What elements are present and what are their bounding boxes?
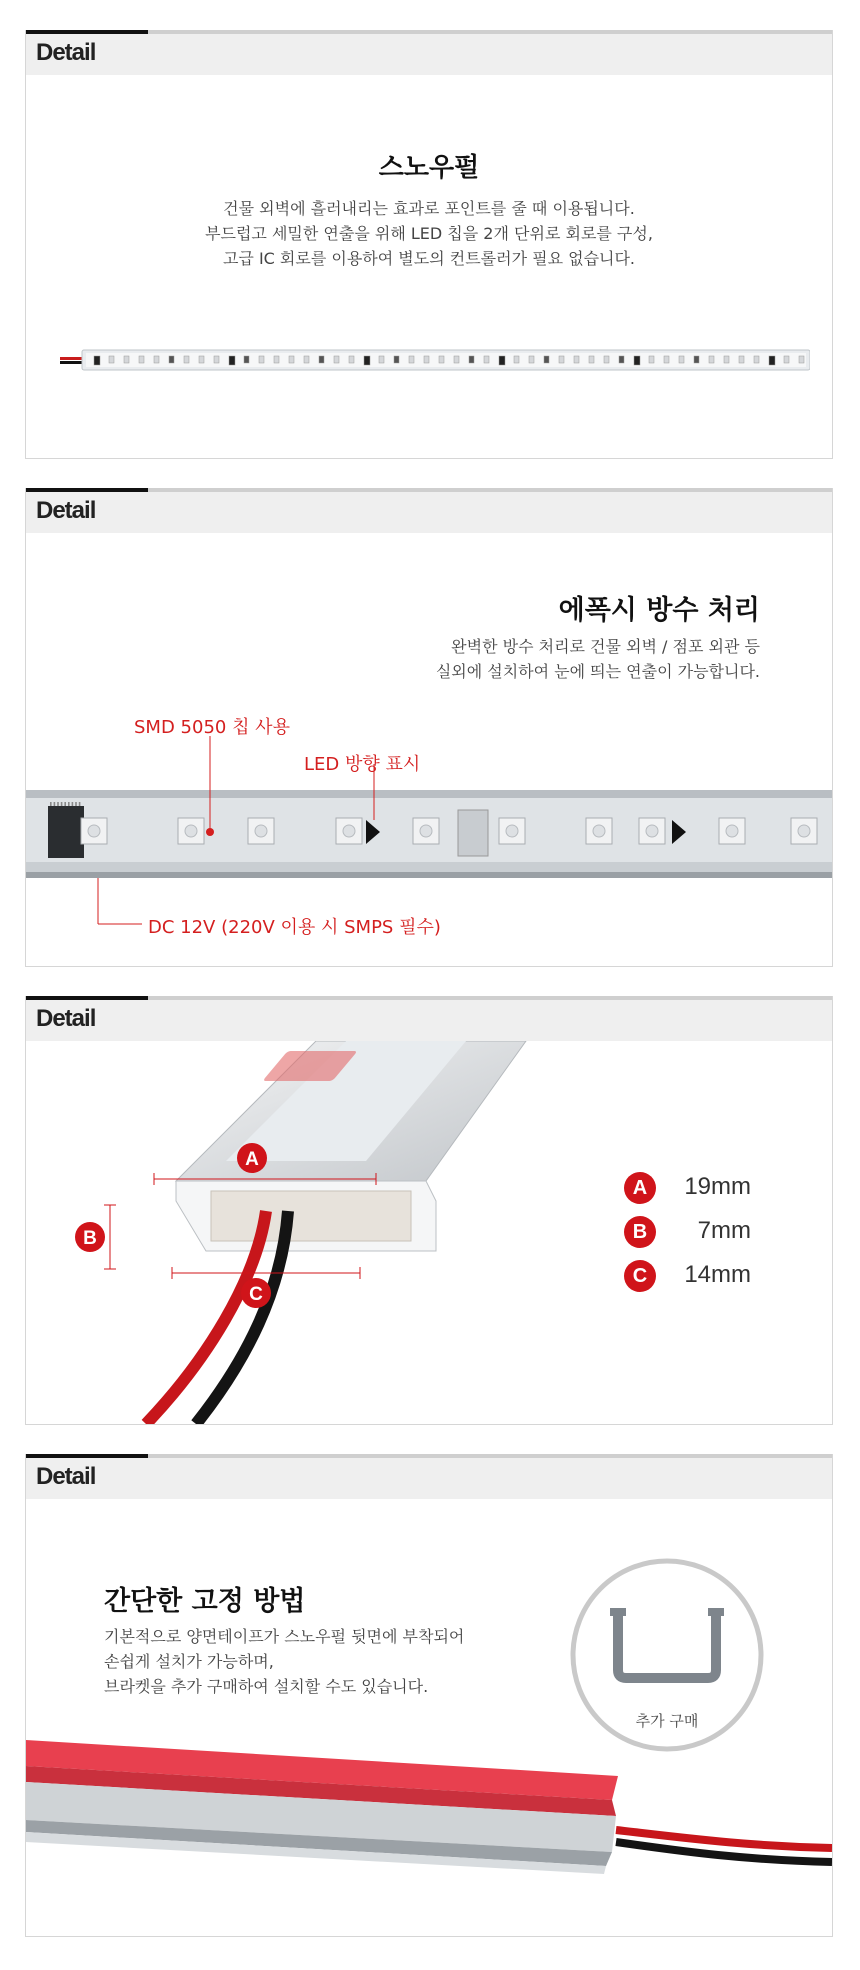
led-direction-callout: LED 방향 표시	[304, 754, 421, 775]
ic-pin	[61, 802, 63, 806]
ic-pin	[54, 802, 56, 806]
led-chip	[739, 356, 744, 363]
spec-badge: A	[624, 1172, 656, 1204]
led-chip	[454, 356, 459, 363]
ic-pin	[64, 802, 66, 806]
led-chip	[529, 356, 534, 363]
led-lens	[88, 825, 100, 837]
section-title: Detail	[36, 1463, 96, 1490]
led-chip	[799, 356, 804, 363]
header-rule	[148, 488, 832, 492]
led-chip	[544, 356, 549, 363]
description-line: 기본적으로 양면테이프가 스노우펄 뒷면에 부착되어	[104, 1627, 465, 1646]
led-chip	[394, 356, 399, 363]
led-chip	[214, 356, 219, 363]
spec-badge: C	[624, 1260, 656, 1292]
led-chip	[109, 356, 114, 363]
led-strip-closeup-image	[26, 790, 832, 898]
section-title: Detail	[36, 39, 96, 66]
led-chip	[289, 356, 294, 363]
led-chip	[349, 356, 354, 363]
led-chip	[94, 356, 100, 365]
tape-backed-strip-photo	[26, 1702, 832, 1936]
led-chip	[514, 356, 519, 363]
led-chip	[244, 356, 249, 363]
led-lens	[185, 825, 197, 837]
header-rule	[148, 1454, 832, 1458]
led-lens	[506, 825, 518, 837]
ic-pin	[50, 802, 52, 806]
led-chip	[259, 356, 264, 363]
waterproof-heading: 에폭시 방수 처리	[558, 595, 760, 626]
led-chip	[754, 356, 759, 363]
description-line: 부드럽고 세밀한 연출을 위해 LED 칩을 2개 단위로 회로를 구성,	[205, 224, 653, 243]
dimension-c-marker: C	[249, 1284, 263, 1305]
ic-pin	[68, 802, 70, 806]
led-chip	[124, 356, 129, 363]
ic-pin	[57, 802, 59, 806]
smd-callout-pointer	[196, 736, 226, 796]
header-accent-bar	[26, 1454, 148, 1458]
waterproof-description	[436, 634, 760, 684]
led-chip	[304, 356, 309, 363]
header-accent-bar	[26, 996, 148, 1000]
led-chip	[274, 356, 279, 363]
smd-chip-callout: SMD 5050 칩 사용	[134, 717, 290, 738]
description-line: 완벽한 방수 처리로 건물 외벽 / 점포 외관 등	[451, 637, 760, 656]
spec-badge: B	[624, 1216, 656, 1248]
led-strip-image	[60, 348, 810, 372]
section-title: Detail	[36, 497, 96, 524]
header-accent-bar	[26, 488, 148, 492]
led-chip	[664, 356, 669, 363]
spec-value: 19mm	[684, 1173, 751, 1200]
led-lens	[726, 825, 738, 837]
led-chip	[559, 356, 564, 363]
spec-value: 7mm	[697, 1217, 751, 1244]
header-accent-bar	[26, 30, 148, 34]
led-chip	[589, 356, 594, 363]
profile-dimension-photo	[26, 1041, 586, 1424]
led-chip	[709, 356, 714, 363]
led-chip	[769, 356, 775, 365]
detail-section-snowfall	[25, 30, 833, 459]
led-chip	[619, 356, 624, 363]
led-chip	[649, 356, 654, 363]
led-chip	[364, 356, 370, 365]
power-requirement-callout: DC 12V (220V 이용 시 SMPS 필수)	[148, 917, 441, 938]
power-callout-pointer	[26, 898, 146, 938]
description-line: 건물 외벽에 흘러내리는 효과로 포인트를 줄 때 이용됩니다.	[223, 199, 635, 218]
led-chip	[139, 356, 144, 363]
spec-value: 14mm	[684, 1261, 751, 1288]
led-lens	[798, 825, 810, 837]
led-chip	[424, 356, 429, 363]
led-chip	[604, 356, 609, 363]
led-chip	[229, 356, 235, 365]
header-rule	[148, 996, 832, 1000]
led-lens	[343, 825, 355, 837]
ic-pin	[79, 802, 81, 806]
led-chip	[169, 356, 174, 363]
detail-section-dimensions	[25, 996, 833, 1425]
ic-pin	[75, 802, 77, 806]
led-lens	[420, 825, 432, 837]
ic-pin	[72, 802, 74, 806]
detail-section-waterproof	[25, 488, 833, 967]
dimension-a-marker: A	[245, 1149, 259, 1170]
led-chip	[694, 356, 699, 363]
led-chip	[379, 356, 384, 363]
led-chip	[439, 356, 444, 363]
led-chip	[724, 356, 729, 363]
led-lens	[593, 825, 605, 837]
mounting-description	[104, 1624, 464, 1699]
product-name-heading: 스노우펄	[378, 153, 480, 183]
led-chip	[154, 356, 159, 363]
led-lens	[255, 825, 267, 837]
section-header	[26, 1454, 832, 1499]
led-chip	[469, 356, 474, 363]
section-header	[26, 488, 832, 533]
mounting-heading: 간단한 고정 방법	[104, 1586, 306, 1617]
detail-section-mounting	[25, 1454, 833, 1937]
header-rule	[148, 30, 832, 34]
led-chip	[409, 356, 414, 363]
description-line: 손쉽게 설치가 가능하며,	[104, 1652, 274, 1671]
section-title: Detail	[36, 1005, 96, 1032]
led-chip	[499, 356, 505, 365]
product-description	[26, 196, 832, 271]
led-lens	[646, 825, 658, 837]
led-chip	[679, 356, 684, 363]
description-line: 고급 IC 회로를 이용하여 별도의 컨트롤러가 필요 없습니다.	[222, 249, 636, 268]
led-chip	[634, 356, 640, 365]
led-chip	[784, 356, 789, 363]
bracket-purchase-label: 추가 구매	[635, 1712, 699, 1730]
led-chip	[199, 356, 204, 363]
description-line: 실외에 설치하여 눈에 띄는 연출이 가능합니다.	[435, 662, 760, 681]
section-header	[26, 30, 832, 75]
led-chip	[484, 356, 489, 363]
led-chip	[319, 356, 324, 363]
dimension-b-marker: B	[83, 1228, 97, 1249]
led-chip	[334, 356, 339, 363]
led-chip	[574, 356, 579, 363]
led-chip	[184, 356, 189, 363]
description-line: 브라켓을 추가 구매하여 설치할 수도 있습니다.	[104, 1677, 429, 1696]
section-header	[26, 996, 832, 1041]
